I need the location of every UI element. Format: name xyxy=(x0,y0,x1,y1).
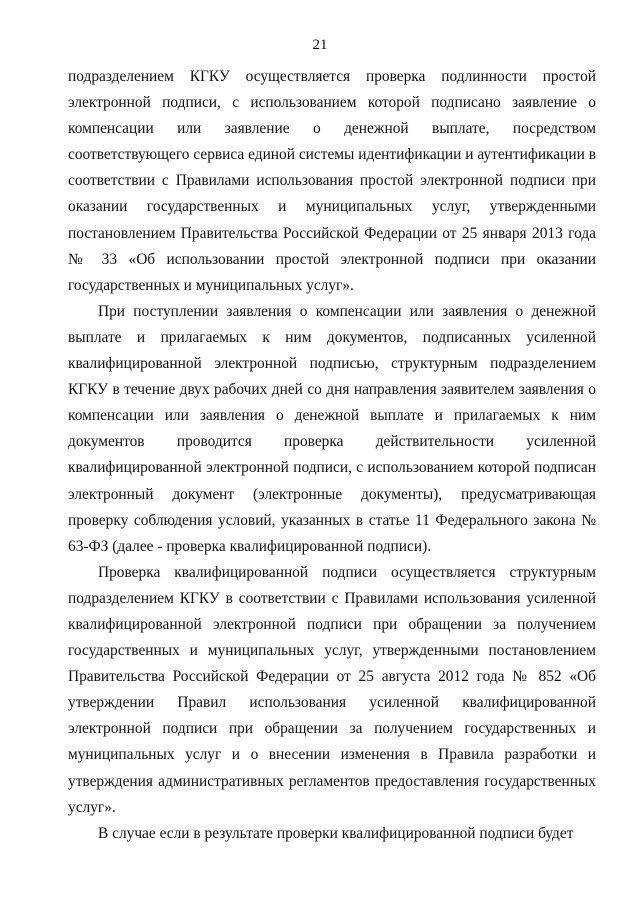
document-body xyxy=(68,64,596,847)
paragraph-check-result: В случае если в результате проверки квалифицированной подписи будет xyxy=(98,824,574,842)
paragraph-qualified-signature-check: Проверка квалифицированной подписи осуществляется структурным подразделением КГКУ в соответствии с Правилами использования усиленной квалифицированной электронной подписи при обращении за получением государственных и муниципальных услуг, утвержденными постановлением Правительства Российской Федерации от 25 августа 2012 года № 852 «Об утверждении Правил использования усиленной квалифицированной электронной подписи при обращении за получением государственных и муниципальных услуг и о внесении изменения в Правила разработки и утверждения административных регламентов предоставления государственных услуг». xyxy=(68,563,596,816)
paragraph-continuation: подразделением КГКУ осуществляется проверка подлинности простой электронной подписи, с использованием которой подписано заявление о компенсации или заявление о денежной выплате, посредством соответствующего сервиса единой системы идентификации и аутентификации в соответствии с Правилами использования простой электронной подписи при оказании государственных и муниципальных услуг, утвержденными постановлением Правительства Российской Федерации от 25 января 2013 года № 33 «Об использовании простой электронной подписи при оказании государственных и муниципальных услуг». xyxy=(68,68,596,294)
paragraph-qualified-signature-receipt: При поступлении заявления о компенсации или заявления о денежной выплате и прилагаемых к ним документов, подписанных усиленной квалифицированной электронной подписью, структурным подразделением КГКУ в течение двух рабочих дней со дня направления заявителем заявления о компенсации или заявления о денежной выплате и прилагаемых к ним документов проводится проверка действительности усиленной квалифицированной электронной подписи, с использованием которой подписан электронный документ (электронные документы), предусматривающая проверку соблюдения условий, указанных в статье 11 Федерального закона № 63-ФЗ (далее - проверка квалифицированной подписи). xyxy=(68,302,596,555)
page-number: 21 xyxy=(312,37,328,53)
